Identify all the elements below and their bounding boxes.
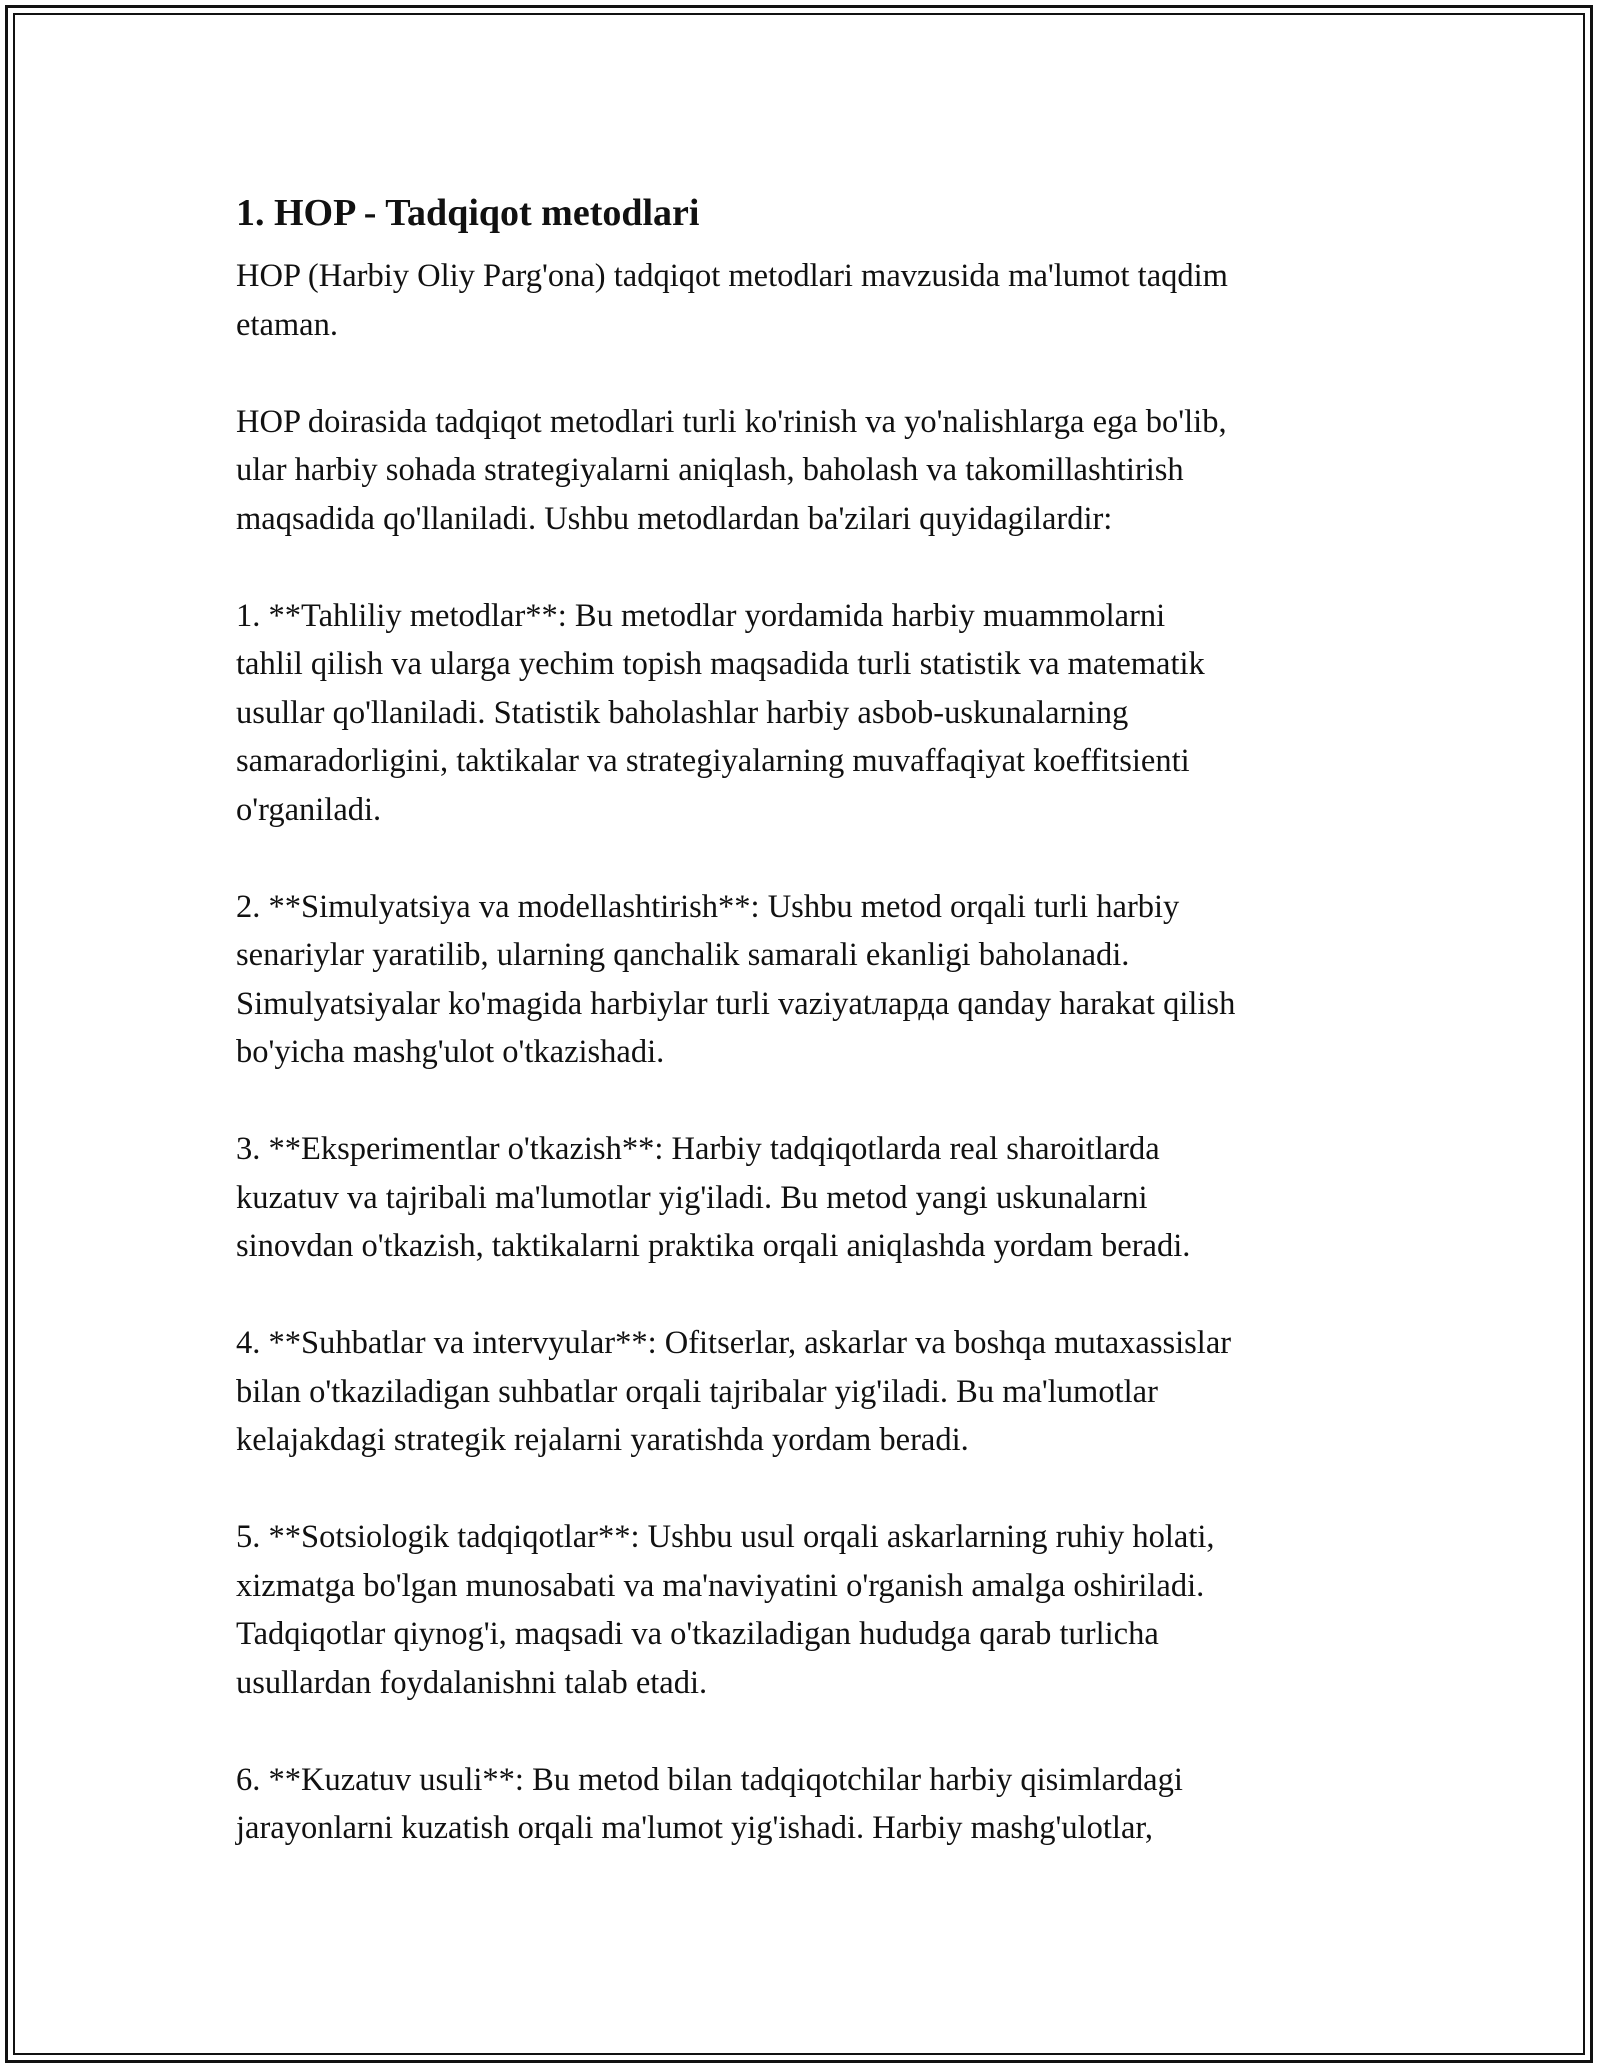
text-line: 3. **Eksperimentlar o'tkazish**: Harbiy tadqiqotlarda real sharoitlarda — [236, 1131, 1160, 1167]
text-line: sinovdan o'tkazish, taktikalarni praktika orqali aniqlashda yordam beradi. — [236, 1228, 1191, 1264]
text-line: HOP (Harbiy Oliy Parg'ona) tadqiqot metodlari mavzusida ma'lumot taqdim — [236, 258, 1228, 294]
text-line: maqsadida qo'llaniladi. Ushbu metodlardan ba'zilari quyidagilardir: — [236, 500, 1113, 537]
text-line: tahlil qilish va ularga yechim topish maqsadida turli statistik va matematik — [236, 646, 1205, 682]
text-line: senariylar yaratilib, ularning qanchalik samarali ekanligi baholanadi. — [236, 937, 1130, 973]
text-line: 1. **Tahliliy metodlar**: Bu metodlar yordamida harbiy muammolarni — [236, 597, 1166, 634]
text-line: usullar qo'llaniladi. Statistik baholashlar harbiy asbob-uskunalarning — [236, 694, 1129, 731]
list-item-analytical-methods — [236, 592, 1376, 835]
text-line: kelajakdagi strategik rejalarni yaratishda yordam beradi. — [236, 1422, 969, 1458]
text-line: xizmatga bo'lgan munosabati va ma'naviyatini o'rganish amalga oshiriladi. — [236, 1567, 1205, 1604]
document-title: 1. HOP - Tadqiqot metodlari — [236, 192, 700, 234]
text-line: 6. **Kuzatuv usuli**: Bu metod bilan tadqiqotchilar harbiy qisimlardagi — [236, 1761, 1183, 1798]
paragraph-intro — [236, 252, 1376, 349]
text-line: 5. **Sotsiologik tadqiqotlar**: Ushbu usul orqali askarlarning ruhiy holati, — [236, 1519, 1215, 1555]
text-line: samaradorligini, taktikalar va strategiyalarning muvaffaqiyat koeffitsienti — [236, 743, 1190, 779]
text-line: Simulyatsiyalar ko'magida harbiylar turli vaziyatларда qanday harakat qilish — [236, 985, 1236, 1022]
document-page — [236, 186, 1376, 1901]
list-item-observation — [236, 1756, 1376, 1853]
list-item-sociological-research — [236, 1513, 1376, 1707]
text-line: kuzatuv va tajribali ma'lumotlar yig'iladi. Bu metod yangi uskunalarni — [236, 1179, 1148, 1216]
text-line: etaman. — [236, 306, 338, 343]
list-item-experiments — [236, 1125, 1376, 1271]
text-line: jarayonlarni kuzatish orqali ma'lumot yig'ishadi. Harbiy mashg'ulotlar, — [236, 1810, 1154, 1846]
text-line: usullardan foydalanishni talab etadi. — [236, 1664, 708, 1701]
text-line: ular harbiy sohada strategiyalarni aniqlash, baholash va takomillashtirish — [236, 452, 1184, 488]
text-line: o'rganiladi. — [236, 791, 382, 828]
text-line: bo'yicha mashg'ulot o'tkazishadi. — [236, 1034, 665, 1070]
text-line: 4. **Suhbatlar va intervyular**: Ofitserlar, askarlar va boshqa mutaxassislar — [236, 1325, 1232, 1361]
list-item-interviews — [236, 1319, 1376, 1465]
text-line: 2. **Simulyatsiya va modellashtirish**: Ushbu metod orqali turli harbiy — [236, 888, 1180, 925]
paragraph-overview — [236, 398, 1376, 544]
list-item-simulation — [236, 883, 1376, 1077]
text-line: Tadqiqotlar qiynog'i, maqsadi va o'tkaziladigan hududga qarab turlicha — [236, 1616, 1159, 1652]
text-line: bilan o'tkaziladigan suhbatlar orqali tajribalar yig'iladi. Bu ma'lumotlar — [236, 1373, 1158, 1410]
text-line: HOP doirasida tadqiqot metodlari turli ko'rinish va yo'nalishlarga ega bo'lib, — [236, 403, 1227, 440]
